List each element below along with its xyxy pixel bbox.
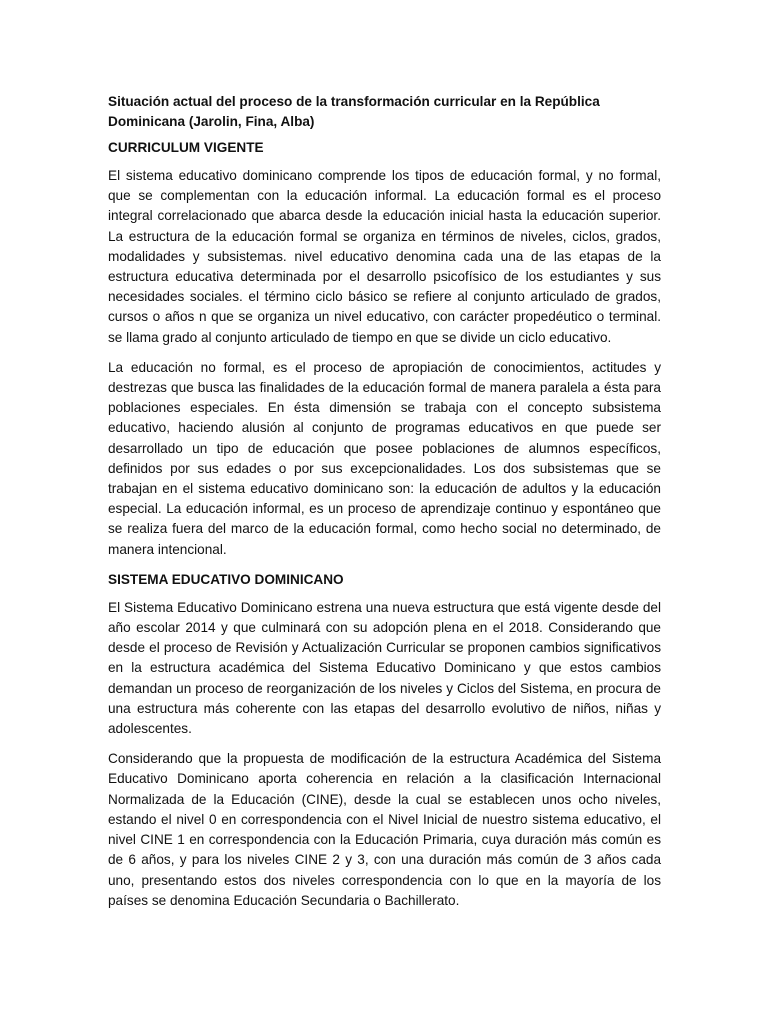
document-title: Situación actual del proceso de la transformación curricular en la República Dominicana (Jarolin, Fina, Alba): [108, 94, 600, 129]
document-body: [108, 92, 661, 921]
section-heading-curriculum-vigente: CURRICULUM VIGENTE: [108, 140, 264, 155]
section-heading-sistema-educativo: SISTEMA EDUCATIVO DOMINICANO: [108, 571, 344, 587]
paragraph: El sistema educativo dominicano comprende los tipos de educación formal, y no formal, que se complementan con la educación informal. La educación formal es el proceso integral correlacionado que abarca desde la educación inicial hasta la educación superior. La estructura de la educación formal se organiza en términos de niveles, ciclos, grados, modalidades y subsistemas. nivel educativo denomina cada una de las etapas de la estructura educativa determinada por el desarrollo psicofísico de los estudiantes y sus necesidades sociales. el término ciclo básico se refiere al conjunto articulado de grados, cursos o años n que se organiza un nivel educativo, con carácter propedéutico o terminal. se llama grado al conjunto articulado de tiempo en que se divide un ciclo educativo.: [108, 168, 661, 345]
paragraph: La educación no formal, es el proceso de apropiación de conocimientos, actitudes y destrezas que busca las finalidades de la educación formal de manera paralela a ésta para poblaciones especiales. En ésta dimensión se trabaja con el concepto subsistema educativo, haciendo alusión al conjunto de programas educativos en que puede ser desarrollado un tipo de educación que posee poblaciones de alumnos específicos, definidos por sus edades o por sus excepcionalidades. Los dos subsistemas que se trabajan en el sistema educativo dominicano son: la educación de adultos y la educación especial. La educación informal, es un proceso de aprendizaje continuo y espontáneo que se realiza fuera del marco de la educación formal, como hecho social no determinado, de manera intencional.: [108, 359, 661, 557]
paragraph: El Sistema Educativo Dominicano estrena una nueva estructura que está vigente desde del año escolar 2014 y que culminará con su adopción plena en el 2018. Considerando que desde el proceso de Revisión y Actualización Curricular se proponen cambios significativos en la estructura académica del Sistema Educativo Dominicano y que estos cambios demandan un proceso de reorganización de los niveles y Ciclos del Sistema, en procura de una estructura más coherente con las etapas del desarrollo evolutivo de niños, niñas y adolescentes.: [108, 599, 661, 737]
paragraph: Considerando que la propuesta de modificación de la estructura Académica del Sistema Educativo Dominicano aporta coherencia en relación a la clasificación Internacional Normalizada de la Educación (CINE), desde la cual se establecen unos ocho niveles, estando el nivel 0 en correspondencia con el Nivel Inicial de nuestro sistema educativo, el nivel CINE 1 en correspondencia con la Educación Primaria, cuya duración más común es de 6 años, y para los niveles CINE 2 y 3, con una duración más común de 3 años cada uno, presentando estos dos niveles correspondencia con lo que en la mayoría de los países se denomina Educación Secundaria o Bachillerato.: [108, 751, 661, 908]
